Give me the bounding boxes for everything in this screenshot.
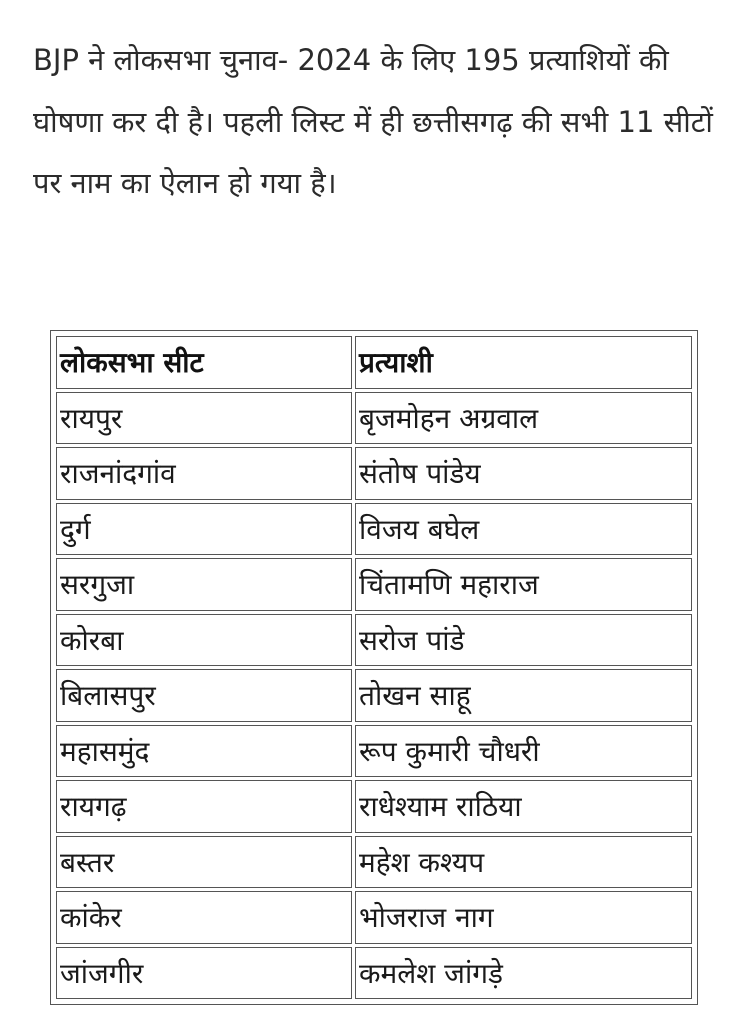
candidate-cell: भोजराज नाग — [355, 891, 692, 944]
table-row — [56, 447, 692, 500]
intro-paragraph: BJP ने लोकसभा चुनाव- 2024 के लिए 195 प्रत्याशियों की घोषणा कर दी है। पहली लिस्ट में ही छत्तीसगढ़ की सभी 11 सीटों पर नाम का ऐलान हो गया है। — [33, 43, 713, 200]
candidate-cell: राधेश्याम राठिया — [355, 780, 692, 833]
table-row — [56, 891, 692, 944]
table-row — [56, 614, 692, 667]
candidate-cell: कमलेश जांगड़े — [355, 947, 692, 1000]
candidate-cell: चिंतामणि महाराज — [355, 558, 692, 611]
seat-cell: कांकेर — [56, 891, 352, 944]
table-header-row — [56, 336, 692, 389]
header-candidate: प्रत्याशी — [355, 336, 692, 389]
candidate-cell: संतोष पांडेय — [355, 447, 692, 500]
table-row — [56, 558, 692, 611]
table-row — [56, 725, 692, 778]
table-row — [56, 669, 692, 722]
candidate-cell: तोखन साहू — [355, 669, 692, 722]
candidates-table-container — [50, 330, 698, 1005]
table-row — [56, 780, 692, 833]
seat-cell: कोरबा — [56, 614, 352, 667]
seat-cell: दुर्ग — [56, 503, 352, 556]
candidate-cell: रूप कुमारी चौधरी — [355, 725, 692, 778]
seat-cell: राजनांदगांव — [56, 447, 352, 500]
candidate-cell: सरोज पांडे — [355, 614, 692, 667]
table-row — [56, 503, 692, 556]
candidate-cell: महेश कश्यप — [355, 836, 692, 889]
table-row — [56, 947, 692, 1000]
candidates-table — [53, 333, 695, 1002]
seat-cell: जांजगीर — [56, 947, 352, 1000]
seat-cell: बिलासपुर — [56, 669, 352, 722]
table-row — [56, 392, 692, 445]
seat-cell: बस्तर — [56, 836, 352, 889]
candidate-cell: विजय बघेल — [355, 503, 692, 556]
candidate-cell: बृजमोहन अग्रवाल — [355, 392, 692, 445]
seat-cell: रायपुर — [56, 392, 352, 445]
seat-cell: सरगुजा — [56, 558, 352, 611]
seat-cell: महासमुंद — [56, 725, 352, 778]
seat-cell: रायगढ़ — [56, 780, 352, 833]
header-seat: लोकसभा सीट — [56, 336, 352, 389]
table-row — [56, 836, 692, 889]
